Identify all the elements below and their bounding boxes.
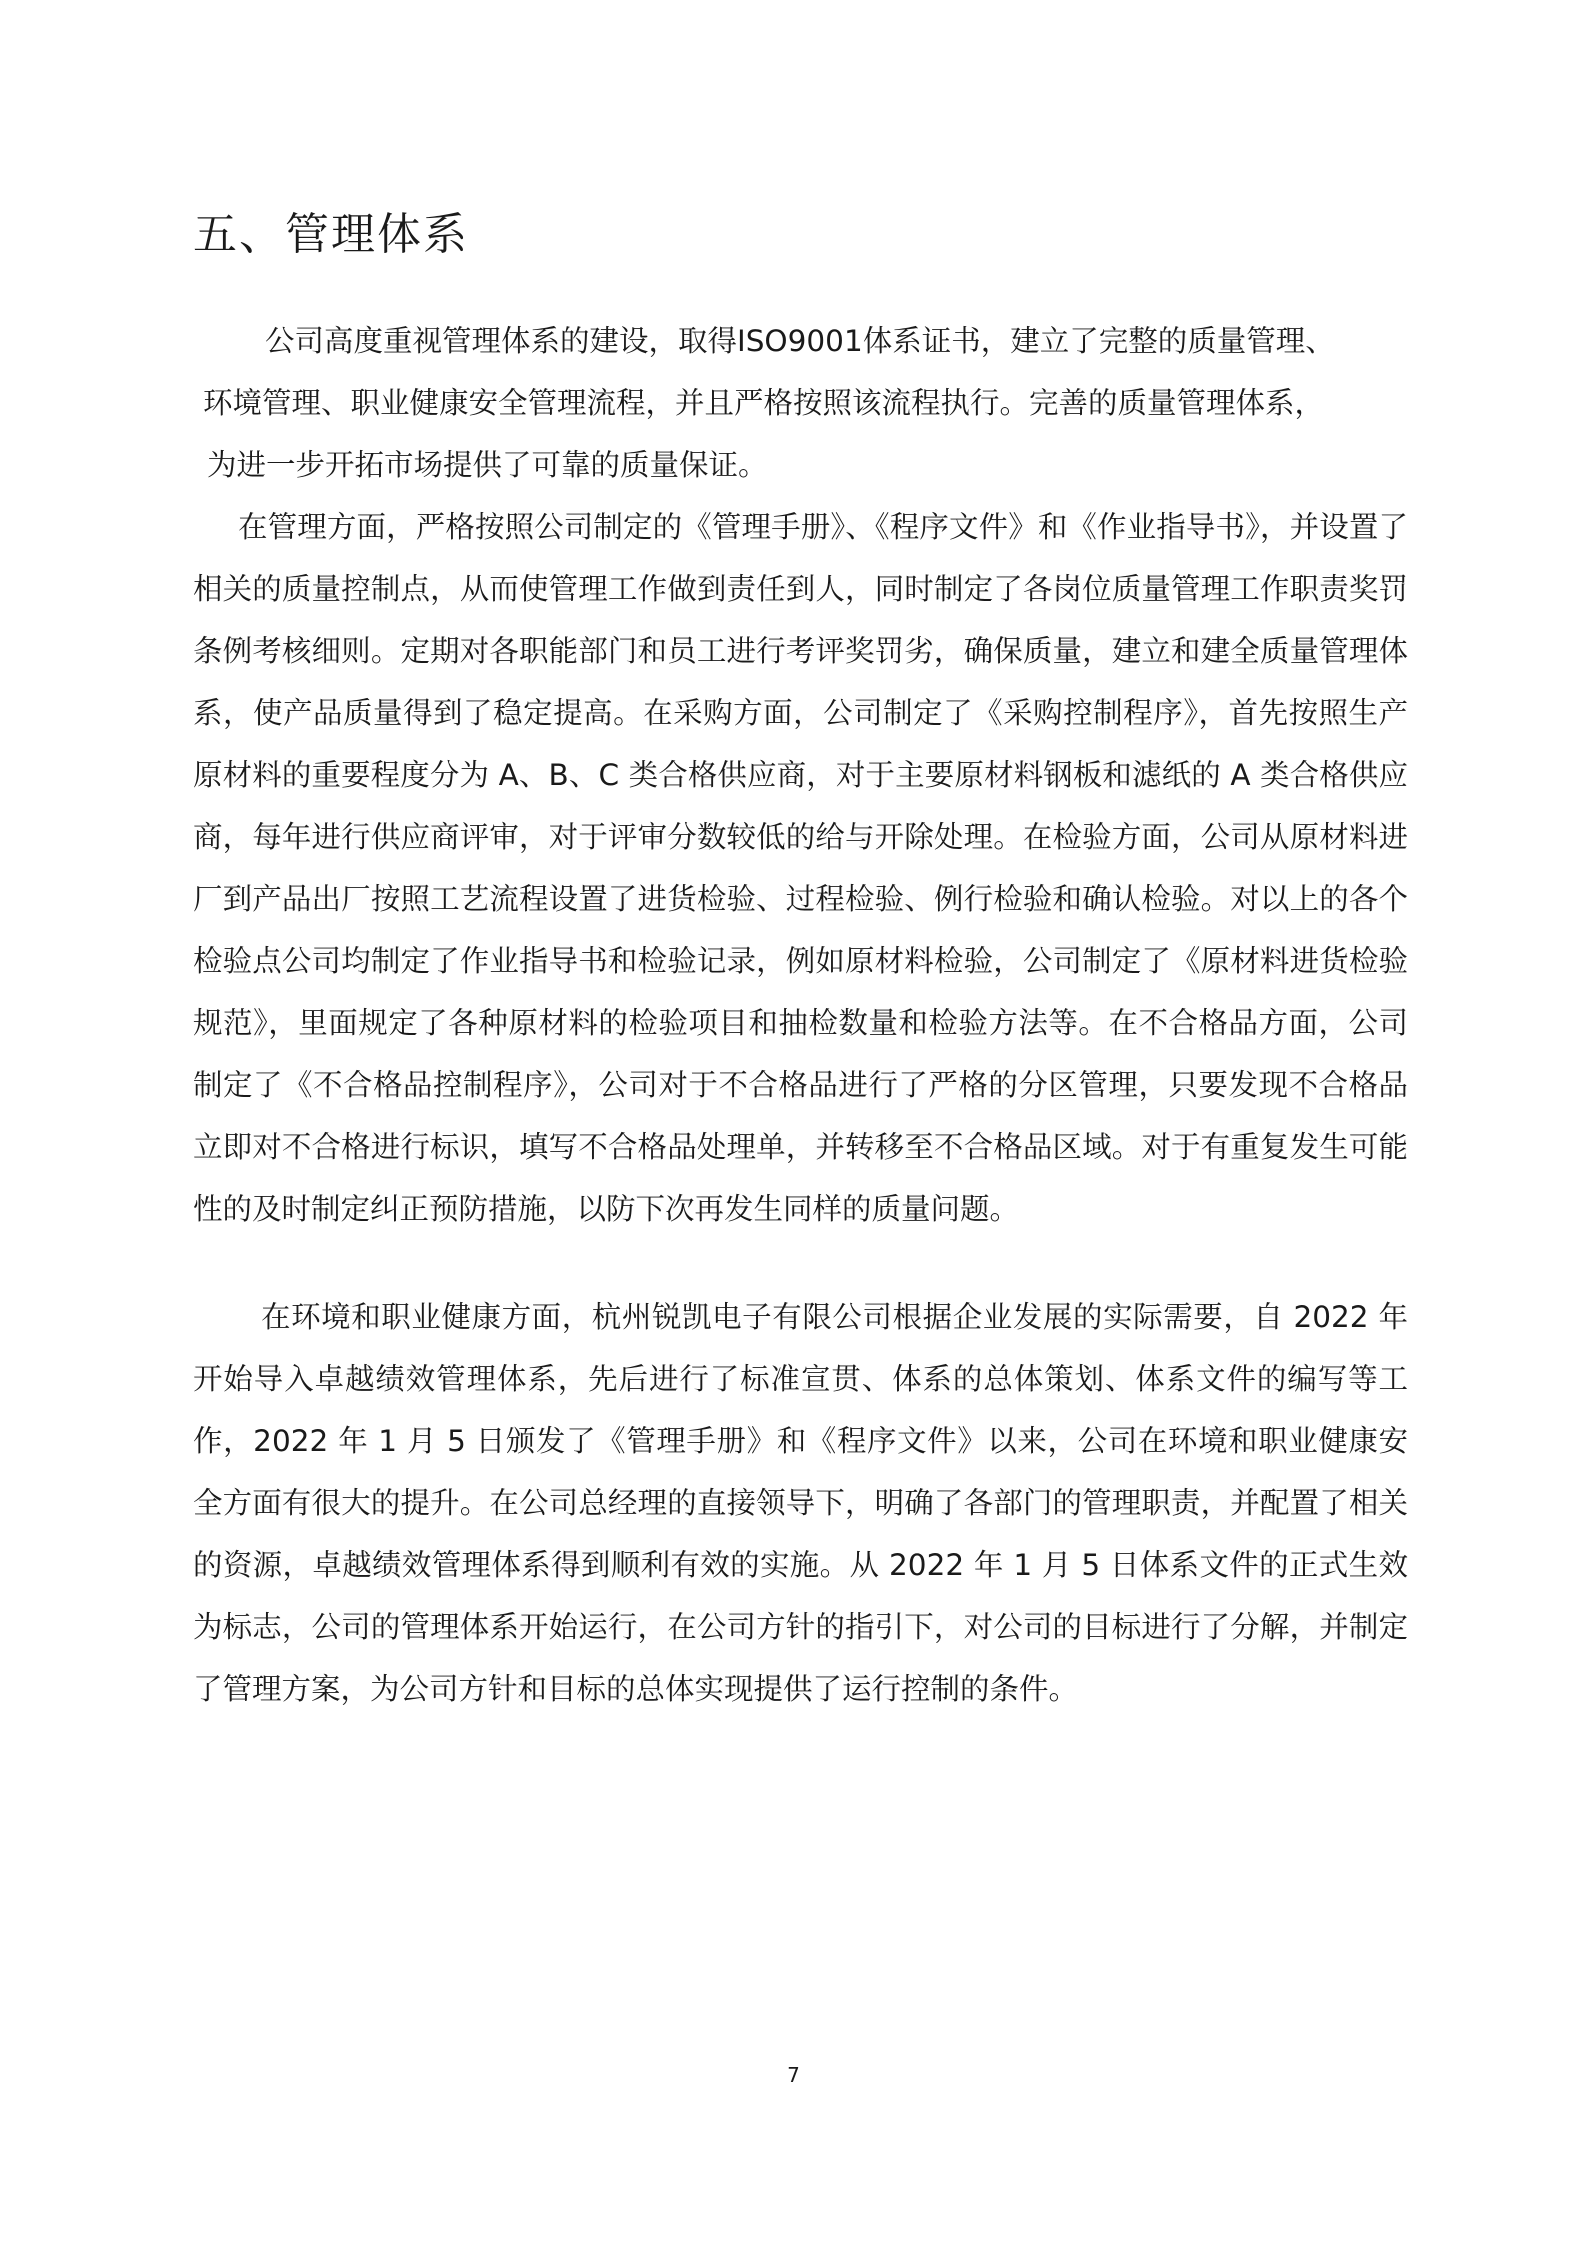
paragraph-line: 公司高度重视管理体系的建设，取得ISO9001体系证书，建立了完整的质量管理、	[265, 324, 1335, 358]
paragraph-management-aspects: 在管理方面，严格按照公司制定的《管理手册》、《程序文件》和《作业指导书》，并设置了相关的质量控制点，从而使管理工作做到责任到人，同时制定了各岗位质量管理工作职责奖罚条例考核细则。定期对各职能部门和员工进行考评奖罚劣，确保质量，建立和建全质量管理体系，使产品质量得到了稳定提高。在采购方面，公司制定了《采购控制程序》，首先按照生产原材料的重要程度分为 A、B、C 类合格供应商，对于主要原材料钢板和滤纸的 A 类合格供应商，每年进行供应商评审，对于评审分数较低的给与开除处理。在检验方面，公司从原材料进厂到产品出厂按照工艺流程设置了进货检验、过程检验、例行检验和确认检验。对以上的各个检验点公司均制定了作业指导书和检验记录，例如原材料检验，公司制定了《原材料进货检验规范》，里面规定了各种原材料的检验项目和抽检数量和检验方法等。在不合格品方面，公司制定了《不合格品控制程序》，公司对于不合格品进行了严格的分区管理，只要发现不合格品立即对不合格进行标识，填写不合格品处理单，并转移至不合格品区域。对于有重复发生可能性的及时制定纠正预防措施，以防下次再发生同样的质量问题。	[193, 510, 1408, 1226]
paragraph-line: 为进一步开拓市场提供了可靠的质量保证。	[207, 448, 768, 482]
paragraph-management-overview	[193, 310, 1408, 496]
page-number: 7	[787, 2063, 800, 2087]
section-heading: 五、管理体系	[193, 209, 469, 260]
paragraph-line: 环境管理、职业健康安全管理流程，并且严格按照该流程执行。完善的质量管理体系，	[203, 386, 1325, 420]
paragraph-environment-health: 在环境和职业健康方面，杭州锐凯电子有限公司根据企业发展的实际需要，自 2022 年开始导入卓越绩效管理体系，先后进行了标准宣贯、体系的总体策划、体系文件的编写等工作，2022 年 1 月 5 日颁发了《管理手册》和《程序文件》以来，公司在环境和职业健康安全方面有很大的提升。在公司总经理的直接领导下，明确了各部门的管理职责，并配置了相关的资源，卓越绩效管理体系得到顺利有效的实施。从 2022 年 1 月 5 日体系文件的正式生效为标志，公司的管理体系开始运行，在公司方针的指引下，对公司的目标进行了分解，并制定了管理方案，为公司方针和目标的总体实现提供了运行控制的条件。	[193, 1300, 1408, 1706]
